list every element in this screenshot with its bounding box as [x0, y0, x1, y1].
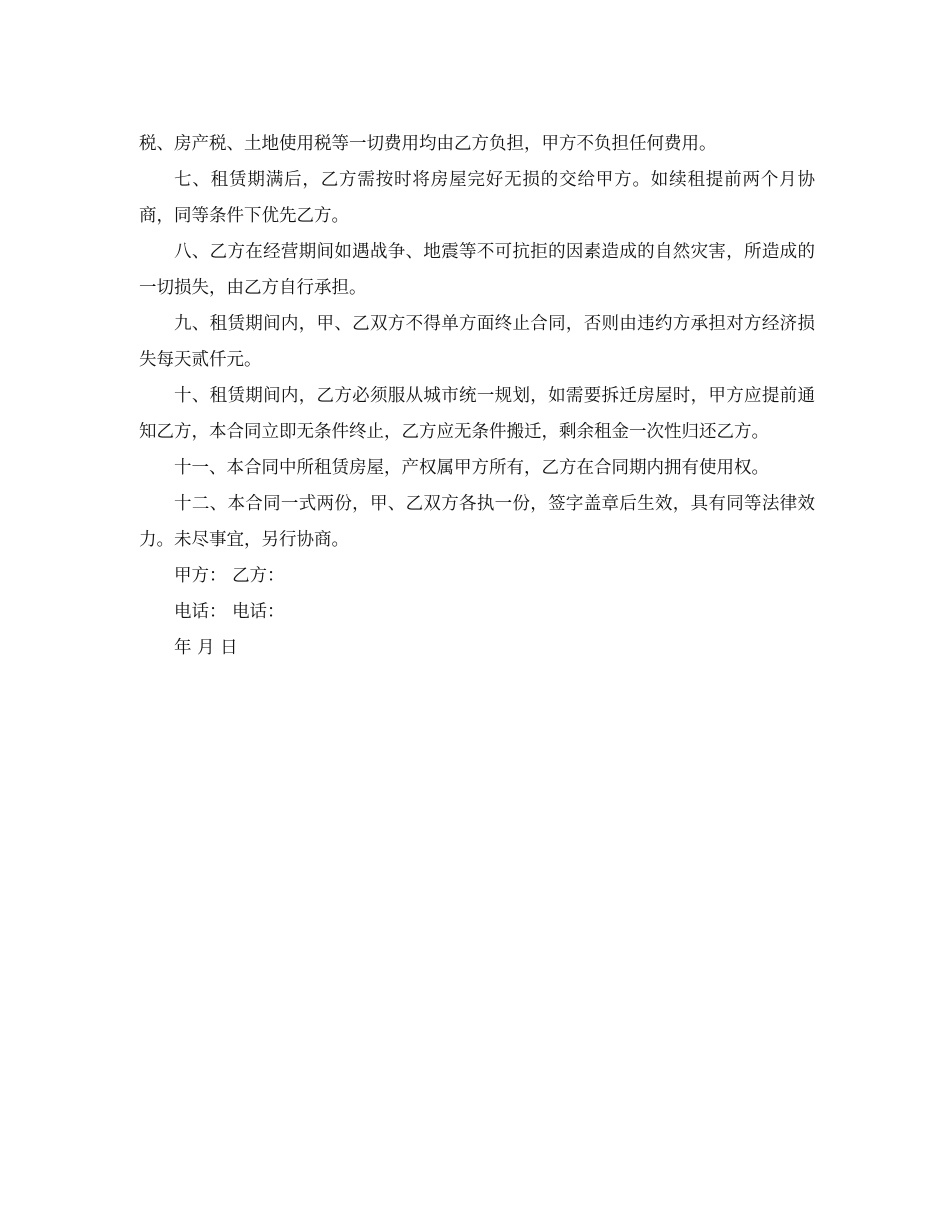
paragraph-tax-continuation: 税、房产税、土地使用税等一切费用均由乙方负担，甲方不负担任何费用。 [139, 134, 717, 154]
paragraph-clause-8: 八、乙方在经营期间如遇战争、地震等不可抗拒的因素造成的自然灾害，所造成的一切损失，由乙方自行承担。 [139, 242, 815, 298]
paragraph-clause-9: 九、租赁期间内，甲、乙双方不得单方面终止合同，否则由违约方承担对方经济损失每天贰仟元。 [139, 314, 815, 370]
paragraph-clause-10: 十、租赁期间内，乙方必须服从城市统一规划，如需要拆迁房屋时，甲方应提前通知乙方，本合同立即无条件终止，乙方应无条件搬迁，剩余租金一次性归还乙方。 [139, 386, 815, 442]
signature-date-line: 年 月 日 [174, 638, 238, 658]
paragraph-clause-12: 十二、本合同一式两份，甲、乙双方各执一份，签字盖章后生效，具有同等法律效力。未尽事宜，另行协商。 [139, 494, 815, 550]
signature-phone-line: 电话： 电话： [174, 602, 285, 622]
paragraph-clause-7: 七、租赁期满后，乙方需按时将房屋完好无损的交给甲方。如续租提前两个月协商，同等条件下优先乙方。 [139, 170, 815, 226]
document-body [139, 126, 815, 666]
signature-parties-line: 甲方： 乙方： [174, 566, 285, 586]
paragraph-clause-11: 十一、本合同中所租赁房屋，产权属甲方所有，乙方在合同期内拥有使用权。 [174, 458, 769, 478]
